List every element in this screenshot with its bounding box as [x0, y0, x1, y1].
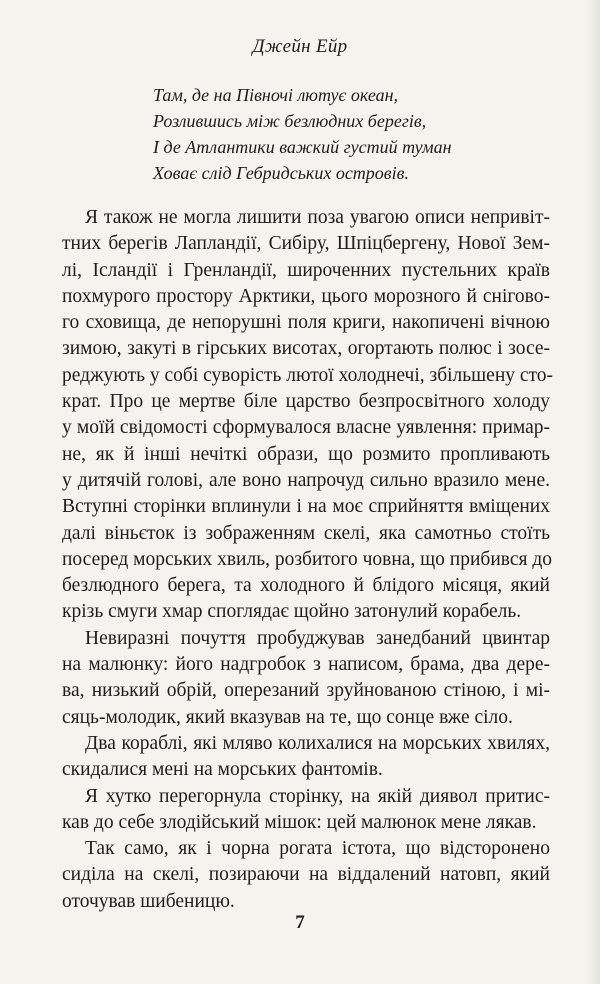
text-line: далі віньєток із зображенням скелі, яка самотньо стоїть: [62, 522, 550, 544]
page-number: 7: [295, 912, 305, 933]
text-line: сиділа на скелі, позираючи на віддалений натовп, який: [62, 864, 550, 886]
text-line: ва, низький обрій, оперезаний зруйнованою стіною, і мі-: [62, 680, 550, 702]
verse-line: І де Атлантики важкий густий туман: [153, 137, 452, 157]
text-line: Два кораблі, які мляво колихалися на морських хвилях,: [85, 732, 550, 754]
verse-stanza: [153, 82, 453, 186]
verse-line: Там, де на Півночі лютує океан,: [153, 85, 399, 105]
text-line: у дитячій голові, але воно напрочуд сильно вразило мене.: [62, 469, 550, 491]
text-line: крізь смуги хмар споглядає щойно затонулий корабель.: [62, 601, 522, 623]
text-line: оточував шибеницю.: [62, 890, 235, 912]
text-line: безлюдного берега, та холодного й блідого місяця, який: [62, 575, 550, 597]
text-line: Я також не могла лишити поза увагою описи непривіт-: [85, 207, 550, 228]
text-line: посеред морських хвиль, розбитого човна, що прибився до: [62, 548, 553, 570]
text-line: Я хутко перегорнула сторінку, на якій диявол притис-: [85, 785, 550, 807]
text-line: зимою, закуті в гірських висотах, огортають полюс і зосе-: [62, 338, 550, 360]
text-line: скидалися мені на морських фантомів.: [62, 759, 383, 781]
text-line: кав до себе злодійський мішок: цей малюнок мене лякав.: [62, 811, 537, 833]
text-line: на малюнку: його надгробок з написом, брама, два дере-: [62, 654, 550, 676]
text-line: не, як й інші нечіткі образи, що розмито пропливають: [62, 443, 550, 465]
text-line: тних берегів Лапландії, Сибіру, Шпіцбергену, Нової Зем-: [62, 233, 550, 255]
verse-line: Ховає слід Гебридських островів.: [153, 163, 409, 183]
running-head: Джейн Ейр: [252, 36, 348, 57]
text-line: Так само, як і чорна рогата істота, що відсторонено: [85, 838, 550, 860]
text-line: лі, Ісландії і Гренландії, широченних пустельних країв: [62, 259, 550, 281]
body-text: [62, 205, 554, 915]
text-line: крат. Про це мертве біле царство безпросвітного холоду: [62, 391, 550, 413]
text-line: реджують у собі суворість лютої холоднечі, збільшену сто-: [62, 364, 554, 386]
text-line: у моїй свідомості сформувалося власне уявлення: примар-: [62, 417, 550, 439]
page-edge-shadow: [586, 0, 600, 984]
text-line: похмурого простору Арктики, цього морозного й снігово-: [62, 285, 550, 307]
text-line: сяць-молодик, який вказував на те, що сонце вже сіло.: [62, 706, 513, 728]
text-line: Вступні сторінки вплинули і на моє сприйняття вміщених: [62, 496, 550, 518]
verse-line: Розлившись між безлюдних берегів,: [153, 111, 427, 131]
text-line: го сховища, де непорушні поля криги, накопичені вічною: [62, 312, 550, 334]
text-line: Невиразні почуття пробуджував занедбаний цвинтар: [85, 627, 550, 649]
